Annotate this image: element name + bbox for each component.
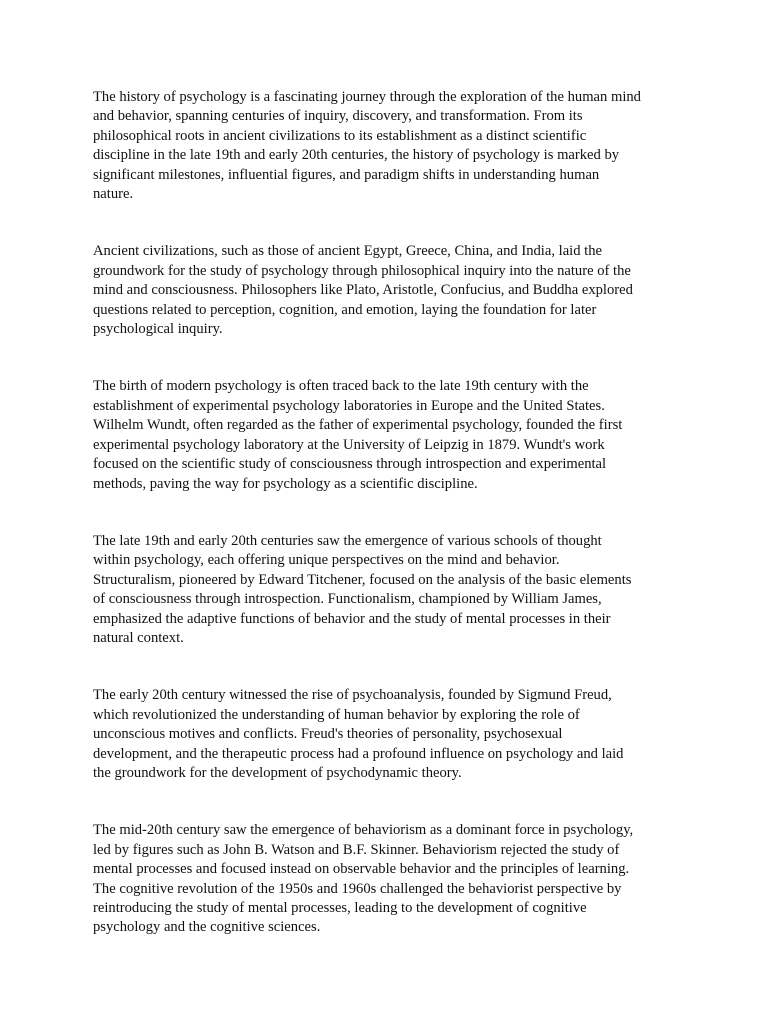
text-line: mental processes and focused instead on observable behavior and the principles of learning. xyxy=(93,861,630,878)
paragraph-modern-psychology xyxy=(93,377,683,493)
text-line: The mid-20th century saw the emergence of behaviorism as a dominant force in psychology, xyxy=(93,822,634,839)
text-line: natural context. xyxy=(93,629,184,646)
text-line: questions related to perception, cognition, and emotion, laying the foundation for later xyxy=(93,301,597,318)
text-line: The cognitive revolution of the 1950s and 1960s challenged the behaviorist perspective by xyxy=(93,880,622,897)
text-line: discipline in the late 19th and early 20th centuries, the history of psychology is marked by xyxy=(93,147,620,164)
text-line: The birth of modern psychology is often traced back to the late 19th century with the xyxy=(93,378,589,395)
text-line: nature. xyxy=(93,186,134,203)
document-body xyxy=(93,88,683,976)
text-line: psychology and the cognitive sciences. xyxy=(93,919,321,936)
text-line: methods, paving the way for psychology as a scientific discipline. xyxy=(93,475,478,492)
text-line: groundwork for the study of psychology through philosophical inquiry into the nature of the xyxy=(93,262,631,279)
text-line: and behavior, spanning centuries of inquiry, discovery, and transformation. From its xyxy=(93,108,583,125)
paragraph-behaviorism xyxy=(93,821,683,937)
text-line: of consciousness through introspection. Functionalism, championed by William James, xyxy=(93,591,602,608)
text-line: Structuralism, pioneered by Edward Titchener, focused on the analysis of the basic elements xyxy=(93,571,632,588)
text-line: which revolutionized the understanding of human behavior by exploring the role of xyxy=(93,706,580,723)
text-line: emphasized the adaptive functions of behavior and the study of mental processes in their xyxy=(93,610,611,627)
text-line: psychological inquiry. xyxy=(93,321,223,338)
text-line: within psychology, each offering unique perspectives on the mind and behavior. xyxy=(93,552,560,569)
paragraph-intro xyxy=(93,88,683,204)
text-line: reintroducing the study of mental processes, leading to the development of cognitive xyxy=(93,900,587,916)
text-line: the groundwork for the development of psychodynamic theory. xyxy=(93,764,462,781)
paragraph-schools-of-thought xyxy=(93,532,683,648)
text-line: establishment of experimental psychology laboratories in Europe and the United States. xyxy=(93,397,605,414)
text-line: experimental psychology laboratory at the University of Leipzig in 1879. Wundt's work xyxy=(93,436,605,453)
text-line: philosophical roots in ancient civilizations to its establishment as a distinct scientific xyxy=(93,127,587,144)
text-line: Wilhelm Wundt, often regarded as the father of experimental psychology, founded the first xyxy=(93,417,623,434)
text-line: The history of psychology is a fascinating journey through the exploration of the human mind xyxy=(93,89,641,105)
text-line: The late 19th and early 20th centuries saw the emergence of various schools of thought xyxy=(93,532,602,549)
paragraph-psychoanalysis xyxy=(93,686,683,783)
text-line: The early 20th century witnessed the rise of psychoanalysis, founded by Sigmund Freud, xyxy=(93,687,612,704)
paragraph-ancient-civilizations xyxy=(93,242,683,339)
text-line: Ancient civilizations, such as those of ancient Egypt, Greece, China, and India, laid the xyxy=(93,243,602,260)
text-line: development, and the therapeutic process had a profound influence on psychology and laid xyxy=(93,745,624,762)
text-line: unconscious motives and conflicts. Freud's theories of personality, psychosexual xyxy=(93,726,563,743)
text-line: led by figures such as John B. Watson and B.F. Skinner. Behaviorism rejected the study of xyxy=(93,841,620,858)
text-line: mind and consciousness. Philosophers like Plato, Aristotle, Confucius, and Buddha explored xyxy=(93,282,633,299)
text-line: significant milestones, influential figures, and paradigm shifts in understanding human xyxy=(93,166,600,183)
text-line: focused on the scientific study of consciousness through introspection and experimental xyxy=(93,456,607,473)
